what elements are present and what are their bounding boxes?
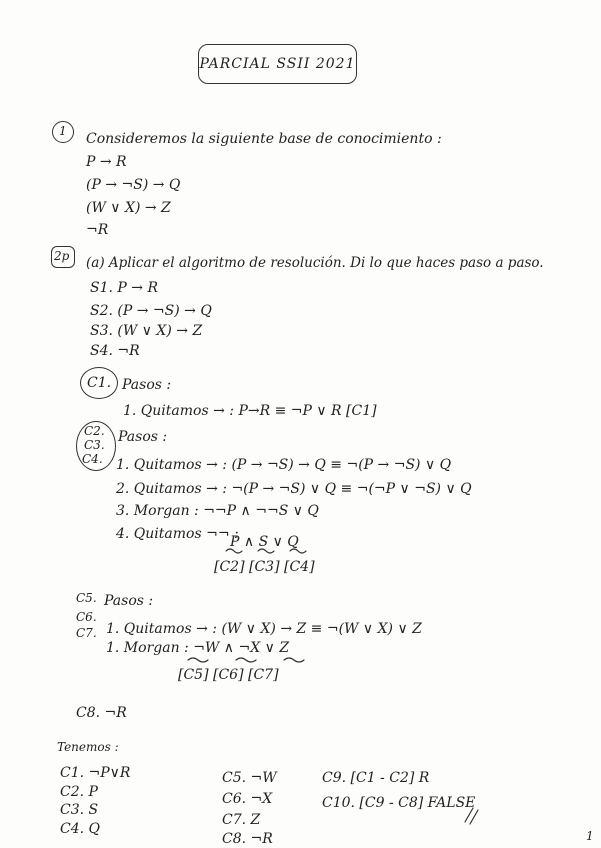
c5-step-1: 1. Quitamos → : (W ∨ X) → Z ≡ ¬(W ∨ X) ∨ Z — [106, 621, 422, 637]
c6-label: C6. — [76, 610, 97, 624]
c5-step-2: 1. Morgan : ¬W ∧ ¬X ∨ Z — [106, 640, 290, 656]
summary-c10: C10. [C9 - C8] FALSE — [322, 795, 476, 811]
kb-line-2: (P → ¬S) → Q — [86, 177, 181, 193]
brace-c5 — [188, 658, 208, 662]
c2-result: P ∧ S ∨ Q — [230, 534, 299, 550]
page-number: 1 — [586, 829, 594, 843]
question-number: 1 — [59, 124, 67, 138]
brace-c4 — [290, 549, 306, 553]
points-label: 2p — [54, 249, 70, 263]
s-line-3: S3. (W ∨ X) → Z — [90, 323, 203, 339]
s-line-1: S1. P → R — [90, 280, 158, 296]
summary-c9: C9. [C1 - C2] R — [322, 770, 430, 786]
c5-refs: [C5] [C6] [C7] — [178, 667, 279, 683]
brace-c7 — [284, 658, 304, 662]
part-a-prompt: (a) Aplicar el algoritmo de resolución. Di lo que haces paso a paso. — [86, 255, 544, 271]
summary-c5: C5. ¬W — [222, 770, 277, 786]
summary-c6: C6. ¬X — [222, 791, 273, 807]
summary-c2: C2. P — [60, 784, 98, 800]
brace-c6 — [236, 658, 256, 662]
s-line-4: S4. ¬R — [90, 343, 140, 359]
c2-step-2: 2. Quitamos → : ¬(P → ¬S) ∨ Q ≡ ¬(¬P ∨ ¬S) ∨ Q — [116, 481, 472, 497]
c5-pasos: Pasos : — [104, 593, 154, 609]
summary-c3: C3. S — [60, 802, 99, 818]
brace-c3 — [258, 549, 274, 553]
c2-step-3: 3. Morgan : ¬¬P ∧ ¬¬S ∨ Q — [116, 503, 319, 519]
c1-step-1: 1. Quitamos → : P→R ≡ ¬P ∨ R [C1] — [123, 403, 377, 419]
kb-line-4: ¬R — [86, 222, 109, 238]
c1-label: C1. — [87, 375, 112, 391]
c4-label: C4. — [82, 452, 103, 466]
question-intro: Consideremos la siguiente base de conocimiento : — [86, 131, 442, 147]
tenemos-label: Tenemos : — [57, 740, 119, 754]
c2-step-4: 4. Quitamos ¬¬ : — [116, 526, 239, 542]
kb-line-3: (W ∨ X) → Z — [86, 200, 171, 216]
summary-c7: C7. Z — [222, 812, 261, 828]
c5-label: C5. — [76, 591, 97, 605]
summary-c1: C1. ¬P∨R — [60, 765, 131, 781]
c1-pasos: Pasos : — [122, 377, 172, 393]
s-line-2: S2. (P → ¬S) → Q — [90, 303, 212, 319]
c2-step-1: 1. Quitamos → : (P → ¬S) → Q ≡ ¬(P → ¬S) ∨ Q — [116, 457, 452, 473]
c2-refs: [C2] [C3] [C4] — [214, 559, 315, 575]
c3-label: C3. — [84, 438, 105, 452]
page-title: PARCIAL SSII 2021 — [198, 44, 357, 84]
c8-line: C8. ¬R — [76, 705, 127, 721]
brace-c2 — [226, 549, 242, 553]
summary-c8: C8. ¬R — [222, 831, 273, 847]
summary-c4: C4. Q — [60, 821, 100, 837]
c2-pasos: Pasos : — [118, 429, 168, 445]
kb-line-1: P → R — [86, 154, 127, 170]
c2-label: C2. — [84, 424, 105, 438]
c7-label: C7. — [76, 626, 97, 640]
